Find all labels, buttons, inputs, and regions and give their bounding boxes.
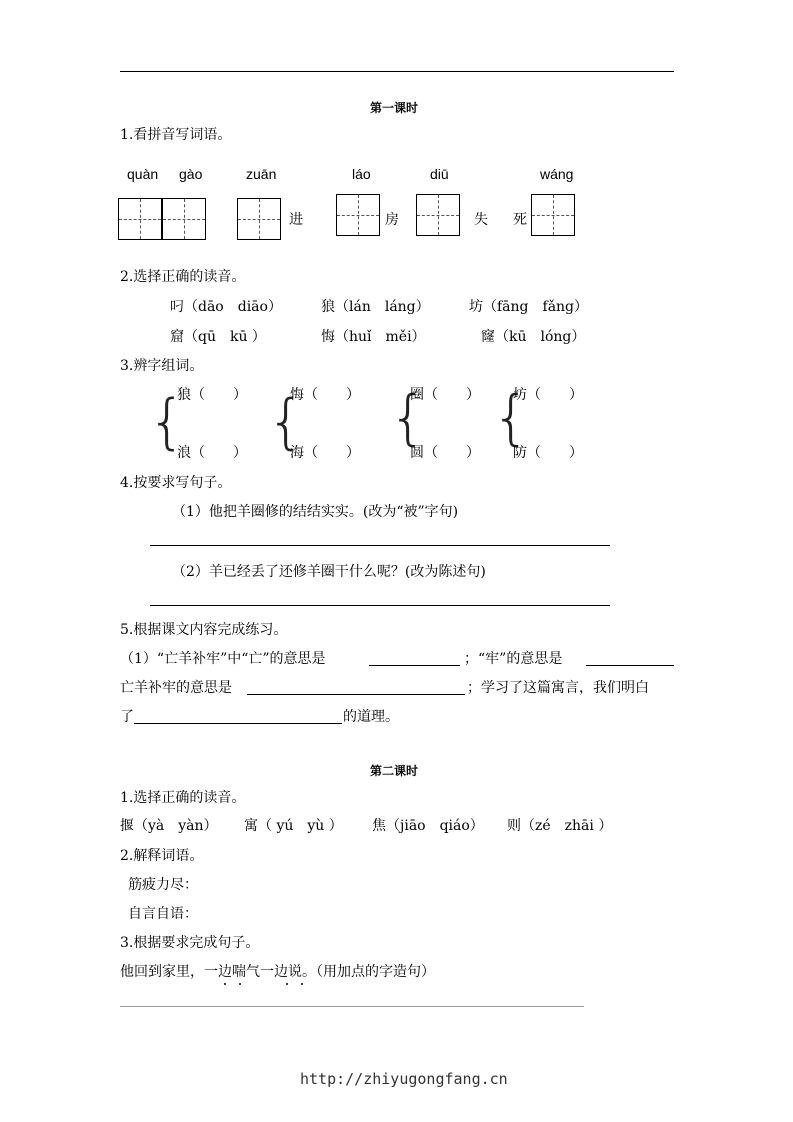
sentence-task-2: （2）羊已经丢了还修羊圈干什么呢？(改为陈述句) bbox=[172, 564, 486, 580]
emphasis-dot-1 bbox=[224, 983, 226, 985]
q5-line1-middle: ；“牢”的意思是 bbox=[464, 651, 563, 667]
blank-idiom-meaning[interactable] bbox=[247, 694, 465, 695]
writing-box-6[interactable] bbox=[531, 194, 575, 236]
pinyin-quan: quàn bbox=[127, 166, 159, 182]
pinyin-lao: láo bbox=[352, 166, 371, 182]
term-jinpilijin: 筋疲力尽： bbox=[128, 877, 198, 893]
word-pair-3-top: 圈（ ） bbox=[410, 387, 480, 403]
writing-box-4[interactable] bbox=[336, 194, 380, 236]
q5-line3-end: 的道理。 bbox=[343, 709, 399, 725]
writing-box-2[interactable] bbox=[162, 198, 206, 240]
char-fang: 房 bbox=[385, 212, 399, 228]
reading-item-lang: 狼（lán láng） bbox=[321, 299, 430, 315]
word-pair-4-top: 坊（ ） bbox=[513, 387, 583, 403]
pinyin-gao: gào bbox=[179, 166, 203, 182]
l1-q1-heading: 1.看拼音写词语。 bbox=[120, 127, 232, 143]
char-shi: 失 bbox=[474, 212, 488, 228]
answer-line-2[interactable] bbox=[150, 605, 610, 606]
l1-q2-heading: 2.选择正确的读音。 bbox=[120, 269, 246, 285]
reading-item-ya: 揠（yà yàn） bbox=[120, 818, 218, 834]
reading-item-ze: 则（zé zhāi ） bbox=[507, 818, 613, 834]
word-pair-2-bottom: 海（ ） bbox=[290, 445, 360, 461]
lesson1-title: 第一课时 bbox=[370, 101, 419, 115]
left-brace-3: { bbox=[389, 383, 428, 453]
l2-q2-heading: 2.解释词语。 bbox=[120, 848, 204, 864]
pinyin-zuan: zuān bbox=[246, 166, 277, 182]
q5-line3-start: 了 bbox=[120, 709, 134, 725]
blank-lao-meaning[interactable] bbox=[586, 665, 674, 666]
blank-lesson-learned[interactable] bbox=[134, 723, 342, 724]
reading-item-fang: 坊（fāng fǎng） bbox=[469, 299, 589, 315]
reading-item-long: 窿（kū lóng） bbox=[481, 329, 586, 345]
pinyin-wang: wáng bbox=[540, 166, 574, 182]
q5-line2-start: 亡羊补牢的意思是 bbox=[120, 680, 232, 696]
emphasis-dot-2 bbox=[239, 983, 241, 985]
answer-line-sentence[interactable] bbox=[120, 1006, 584, 1007]
blank-wang-meaning[interactable] bbox=[369, 665, 460, 666]
emphasis-dot-3 bbox=[286, 983, 288, 985]
word-pair-1-bottom: 浪（ ） bbox=[177, 445, 247, 461]
sentence-task-1: （1）他把羊圈修的结结实实。(改为“被”字句) bbox=[172, 504, 459, 520]
left-brace-4: { bbox=[492, 383, 531, 453]
l1-q3-heading: 3.辨字组词。 bbox=[120, 358, 204, 374]
writing-box-1[interactable] bbox=[118, 198, 162, 240]
term-ziyanziyu: 自言自语： bbox=[128, 906, 198, 922]
writing-box-3[interactable] bbox=[237, 198, 281, 240]
header-rule bbox=[120, 71, 674, 72]
word-pair-3-bottom: 圆（ ） bbox=[410, 445, 480, 461]
reading-item-hui: 悔（huǐ měi） bbox=[321, 329, 426, 345]
lesson2-title: 第二课时 bbox=[370, 764, 419, 778]
writing-box-5[interactable] bbox=[416, 194, 460, 236]
sentence-to-rewrite: 他回到家里，一边喘气一边说。（用加点的字造句） bbox=[120, 964, 435, 980]
reading-item-yu: 寓（ yú yù ） bbox=[244, 818, 343, 834]
left-brace-1: { bbox=[148, 387, 187, 457]
pinyin-diu: diū bbox=[430, 166, 449, 182]
emphasis-dot-4 bbox=[301, 983, 303, 985]
q5-line2-end: ；学习了这篇寓言，我们明白 bbox=[467, 680, 649, 696]
word-pair-4-bottom: 防（ ） bbox=[513, 445, 583, 461]
l2-q1-heading: 1.选择正确的读音。 bbox=[120, 790, 246, 806]
l1-q4-heading: 4.按要求写句子。 bbox=[120, 475, 232, 491]
left-brace-2: { bbox=[267, 387, 306, 457]
l2-q3-heading: 3.根据要求完成句子。 bbox=[120, 935, 260, 951]
char-si: 死 bbox=[513, 212, 527, 228]
l1-q5-heading: 5.根据课文内容完成练习。 bbox=[120, 622, 288, 638]
reading-item-ku: 窟（qū kū ） bbox=[170, 329, 266, 345]
reading-item-jiao: 焦（jiāo qiáo） bbox=[372, 818, 484, 834]
word-pair-1-top: 狼（ ） bbox=[177, 387, 247, 403]
reading-item-diao: 叼（dāo diāo） bbox=[170, 299, 282, 315]
footer-url[interactable]: http://zhiyugongfang.cn bbox=[300, 1070, 508, 1088]
word-pair-2-top: 悔（ ） bbox=[290, 387, 360, 403]
char-jin: 进 bbox=[289, 212, 303, 228]
answer-line-1[interactable] bbox=[150, 545, 610, 546]
q5-line1-start: （1）“亡羊补牢”中“亡”的意思是 bbox=[120, 651, 326, 667]
